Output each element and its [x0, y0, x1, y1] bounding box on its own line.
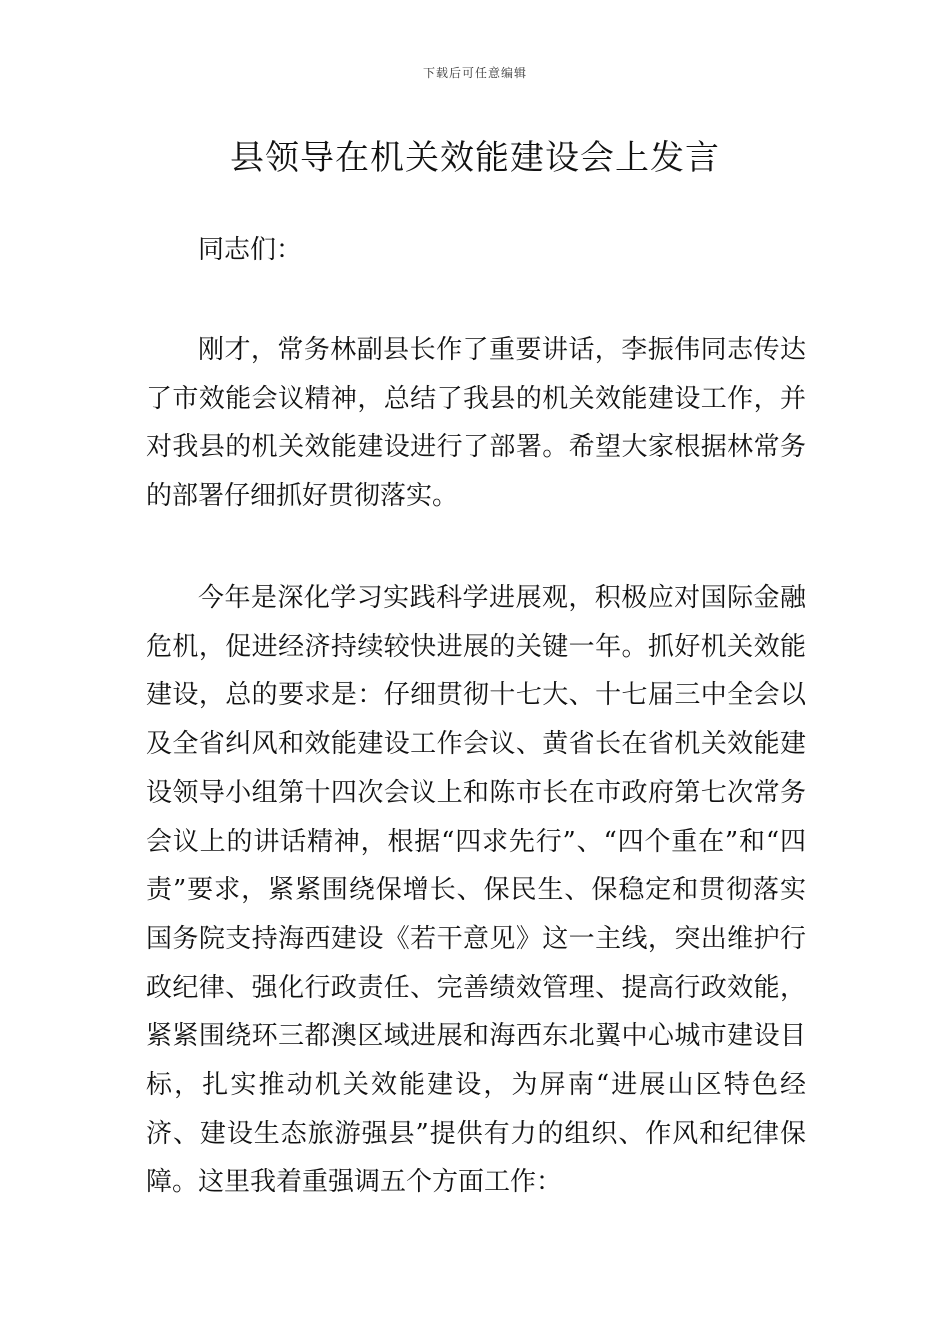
salutation: 同志们：	[198, 235, 303, 265]
document-title: 县领导在机关效能建设会上发言	[230, 138, 720, 178]
paragraph: 刚才，常务林副县长作了重要讲话，李振伟同志传达了市效能会议精神，总结了我县的机关效能建设工作，并对我县的机关效能建设进行了部署。希望大家根据林常务的部署仔细抓好贯彻落实。	[146, 335, 806, 512]
page-header-note: 下载后可任意编辑	[422, 66, 527, 80]
paragraph: 今年是深化学习实践科学进展观，积极应对国际金融危机，促进经济持续较快进展的关键一年。抓好机关效能建设，总的要求是：仔细贯彻十七大、十七届三中全会以及全省纠风和效能建设工作会议、黄省长在省机关效能建设领导小组第十四次会议上和陈市长在市政府第七次常务会议上的讲话精神，根据“四求先行”、“四个重在”和“四责”要求，紧紧围绕保增长、保民生、保稳定和贯彻落实国务院支持海西建设《若干意见》这一主线，突出维护行政纪律、强化行政责任、完善绩效管理、提高行政效能，紧紧围绕环三都澳区域进展和海西东北翼中心城市建设目标，扎实推动机关效能建设，为屏南“进展山区特色经济、建设生态旅游强县”提供有力的组织、作风和纪律保障。这里我着重强调五个方面工作：	[146, 583, 806, 1198]
